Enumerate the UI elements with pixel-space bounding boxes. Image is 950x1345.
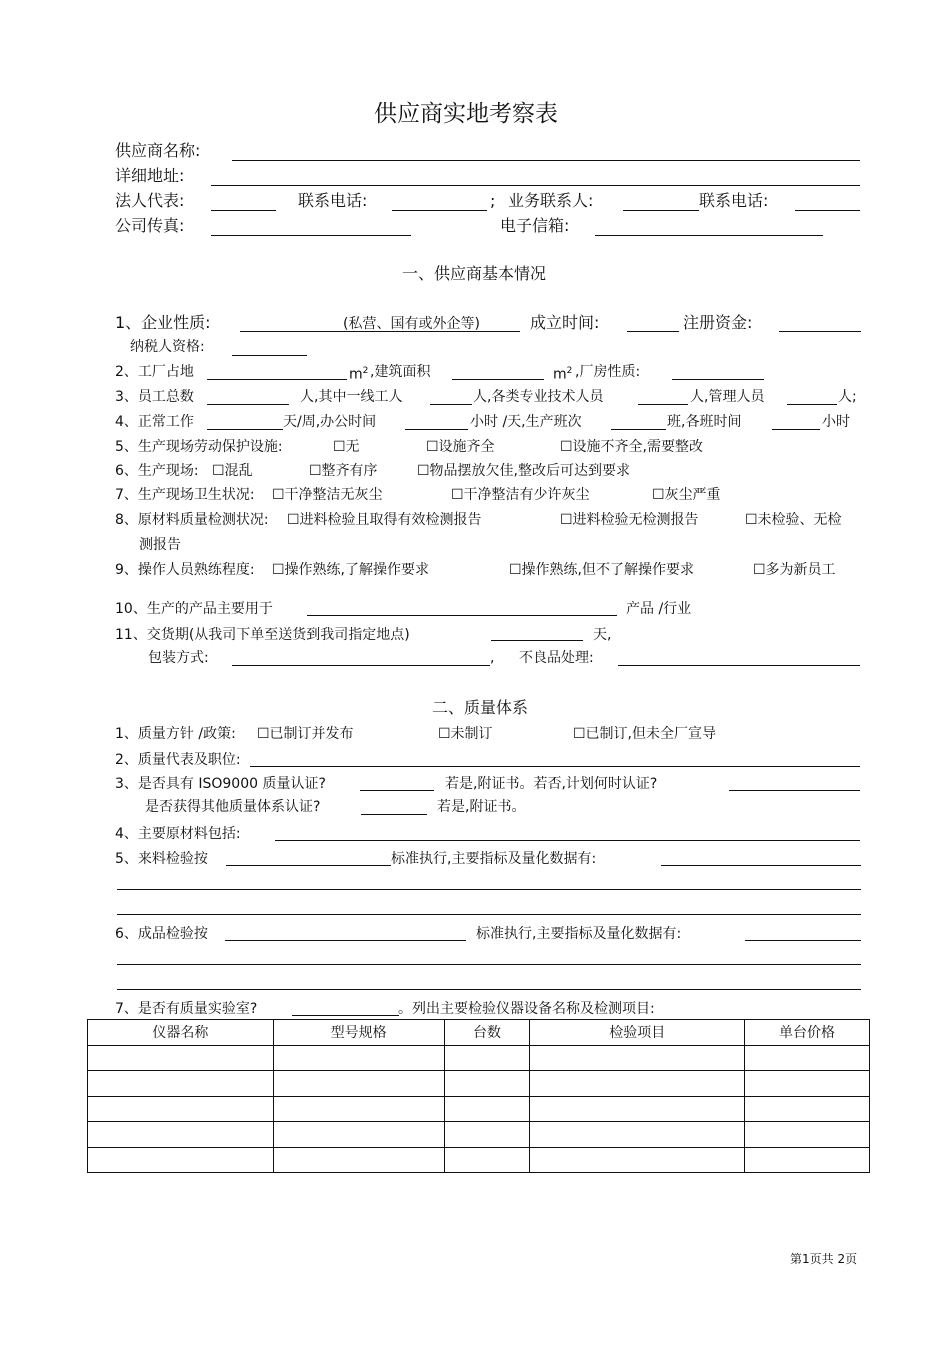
s1-q2-mid: ,建筑面积 (370, 364, 431, 380)
q5-option-incomplete[interactable]: ☐设施不齐全,需要整改 (560, 439, 704, 455)
unit-sup: 2 (362, 366, 369, 376)
manager-field[interactable] (787, 404, 837, 405)
office-hours-field[interactable] (405, 429, 468, 430)
col-header-instrument: 仪器名称 (88, 1020, 274, 1046)
workdays-field[interactable] (207, 429, 283, 430)
shift-hours-field[interactable] (772, 429, 820, 430)
table-cell[interactable] (88, 1096, 274, 1122)
col-header-price: 单台价格 (745, 1020, 870, 1046)
s2-q2-label: 2、质量代表及职位: (115, 752, 241, 768)
packaging-comma: , (490, 650, 495, 666)
table-row (88, 1147, 870, 1173)
section1-heading: 一、供应商基本情况 (402, 264, 547, 283)
incoming-data-field-2[interactable] (117, 889, 861, 890)
unit-m-2 (553, 362, 572, 384)
table-cell[interactable] (530, 1071, 745, 1097)
policy-option-not-promoted[interactable]: ☐已制订,但未全厂宣导 (573, 726, 717, 742)
packaging-field[interactable] (232, 665, 490, 666)
s2-q1-label: 1、质量方针 /政策: (115, 726, 236, 742)
delivery-days-field[interactable] (491, 640, 583, 641)
table-cell[interactable] (745, 1071, 870, 1097)
col-header-model: 型号规格 (273, 1020, 444, 1046)
staff-total-field[interactable] (207, 404, 289, 405)
table-row (88, 1096, 870, 1122)
s1-q7-label: 7、生产现场卫生状况: (115, 487, 255, 503)
page-title: 供应商实地考察表 (374, 101, 558, 127)
s2-q5-label: 5、来料检验按 (115, 851, 208, 867)
incoming-standard-field[interactable] (226, 865, 391, 866)
q8-option-no-report[interactable]: ☐进料检验无检测报告 (560, 512, 699, 528)
unit-m-text: m (553, 366, 567, 383)
materials-field[interactable] (275, 840, 860, 841)
table-header-row (88, 1020, 870, 1046)
table-row (88, 1071, 870, 1097)
tax-label: 纳税人资格: (130, 339, 205, 355)
q6-option-tidy[interactable]: ☐整齐有序 (309, 463, 378, 479)
table-cell[interactable] (530, 1096, 745, 1122)
quality-rep-field[interactable] (250, 766, 860, 767)
s2-q6-mid: 标准执行,主要指标及量化数据有: (476, 926, 682, 942)
legal-rep-label: 法人代表: (115, 191, 185, 210)
s1-q10-label: 10、生产的产品主要用于 (115, 601, 273, 617)
s1-q2-end: ,厂房性质: (575, 364, 641, 380)
s1-q4-c: 班,各班时间 (667, 414, 742, 430)
unit-m-1 (349, 362, 368, 384)
table-cell[interactable] (88, 1147, 274, 1173)
address-field[interactable] (211, 185, 860, 186)
table-cell[interactable] (745, 1096, 870, 1122)
table-cell[interactable] (88, 1071, 274, 1097)
defect-field[interactable] (618, 665, 860, 666)
final-standard-field[interactable] (225, 940, 466, 941)
unit-sup: 2 (566, 366, 573, 376)
table-cell[interactable] (444, 1071, 530, 1097)
table-cell[interactable] (273, 1071, 444, 1097)
phone1-field[interactable] (392, 210, 487, 211)
phone2-field[interactable] (795, 210, 860, 211)
table-cell[interactable] (273, 1096, 444, 1122)
col-header-test-item: 检验项目 (530, 1020, 745, 1046)
semicolon-text: ; (490, 191, 496, 210)
s1-q11-days: 天, (593, 627, 612, 643)
address-label: 详细地址: (115, 166, 185, 185)
s2-q7-label: 7、是否有质量实验室? (115, 1001, 258, 1017)
unit-m-text: m (349, 366, 363, 383)
s2-q3-b: 是否获得其他质量体系认证? (145, 799, 321, 815)
technician-field[interactable] (638, 404, 688, 405)
s1-q10-end: 产品 /行业 (626, 601, 692, 617)
s1-q4-a: 天/周,办公时间 (283, 414, 377, 430)
s2-q3-label: 3、是否具有 ISO9000 质量认证? (115, 776, 326, 792)
table-row (88, 1045, 870, 1071)
tax-field[interactable] (232, 355, 307, 356)
capital-field[interactable] (779, 331, 861, 332)
s2-q6-label: 6、成品检验按 (115, 926, 208, 942)
s1-q4-d: 小时 (822, 414, 850, 430)
q6-option-messy[interactable]: ☐混乱 (212, 463, 253, 479)
s2-q4-label: 4、主要原材料包括: (115, 826, 241, 842)
s1-q9-label: 9、操作人员熟练程度: (115, 562, 255, 578)
q9-option-skilled-unaware[interactable]: ☐操作熟练,但不了解操作要求 (509, 562, 695, 578)
s1-q3-c: 人,管理人员 (690, 389, 765, 405)
phone1-label: 联系电话: (298, 191, 368, 210)
defect-label: 不良品处理: (519, 650, 594, 666)
table-cell[interactable] (444, 1045, 530, 1071)
incoming-data-field-1[interactable] (661, 865, 861, 866)
table-cell[interactable] (745, 1122, 870, 1148)
table-cell[interactable] (273, 1147, 444, 1173)
other-cert-field[interactable] (361, 814, 427, 815)
table-cell[interactable] (88, 1045, 274, 1071)
s1-q8-label: 8、原材料质量检测状况: (115, 512, 269, 528)
packaging-label: 包装方式: (148, 650, 209, 666)
q7-option-clean[interactable]: ☐干净整洁无灰尘 (272, 487, 383, 503)
frontline-field[interactable] (430, 404, 472, 405)
cert-plan-field[interactable] (729, 790, 860, 791)
policy-option-published[interactable]: ☐已制订并发布 (257, 726, 354, 742)
supplier-name-field[interactable] (232, 160, 860, 161)
table-cell[interactable] (530, 1045, 745, 1071)
s2-q7-end: 。列出主要检验仪器设备名称及检测项目: (398, 1001, 655, 1017)
s2-q3-mid: 若是,附证书。若否,计划何时认证? (445, 776, 658, 792)
land-area-field[interactable] (207, 379, 347, 380)
s1-q6-label: 6、生产现场: (115, 463, 199, 479)
q8-wrap-text: 测报告 (139, 537, 181, 553)
supplier-name-label: 供应商名称: (115, 141, 201, 160)
s1-q1-label: 1、企业性质: (115, 313, 211, 332)
fax-label: 公司传真: (115, 216, 185, 235)
email-field[interactable] (595, 235, 823, 236)
equipment-table (87, 1019, 870, 1173)
legal-rep-field[interactable] (211, 210, 276, 211)
q5-option-none[interactable]: ☐无 (333, 439, 360, 455)
s1-q3-b: 人,各类专业技术人员 (473, 389, 604, 405)
s1-q5-label: 5、生产现场劳动保护设施: (115, 439, 283, 455)
table-cell[interactable] (444, 1122, 530, 1148)
table-cell[interactable] (745, 1045, 870, 1071)
incoming-data-field-3[interactable] (117, 914, 861, 915)
q8-option-unchecked[interactable]: ☐未检验、无检 (745, 512, 842, 528)
q7-option-slight-dust[interactable]: ☐干净整洁有少许灰尘 (451, 487, 590, 503)
s2-q3-b-end: 若是,附证书。 (437, 799, 526, 815)
q6-option-fixable[interactable]: ☐物品摆放欠佳,整改后可达到要求 (417, 463, 631, 479)
s2-q5-mid: 标准执行,主要指标及量化数据有: (391, 851, 597, 867)
s1-q11-label: 11、交货期(从我司下单至送货到我司指定地点) (115, 627, 410, 643)
table-cell[interactable] (530, 1147, 745, 1173)
s1-q2-label: 2、工厂占地 (115, 364, 194, 380)
q9-option-new[interactable]: ☐多为新员工 (753, 562, 836, 578)
plant-type-field[interactable] (672, 379, 764, 380)
s1-q3-a: 人,其中一线工人 (300, 389, 403, 405)
final-data-field-2[interactable] (117, 964, 861, 965)
col-header-quantity: 台数 (444, 1020, 530, 1046)
phone2-label: 联系电话: (699, 191, 769, 210)
table-cell[interactable] (273, 1122, 444, 1148)
founded-field[interactable] (627, 331, 679, 332)
q8-option-with-report[interactable]: ☐进料检验且取得有效检测报告 (287, 512, 482, 528)
table-cell[interactable] (273, 1045, 444, 1071)
s1-q4-label: 4、正常工作 (115, 414, 194, 430)
q7-option-dusty[interactable]: ☐灰尘严重 (652, 487, 721, 503)
policy-option-none[interactable]: ☐未制订 (438, 726, 493, 742)
page-footer: 第1页共 2页 (790, 1252, 858, 1266)
final-data-field-1[interactable] (745, 940, 861, 941)
table-cell[interactable] (88, 1122, 274, 1148)
email-label: 电子信箱: (500, 216, 570, 235)
s1-q4-b: 小时 /天,生产班次 (470, 414, 582, 430)
biz-contact-label: 业务联系人: (508, 191, 594, 210)
enterprise-type-hint: (私营、国有或外企等) (343, 316, 480, 332)
q9-option-skilled[interactable]: ☐操作熟练,了解操作要求 (272, 562, 430, 578)
table-cell[interactable] (444, 1096, 530, 1122)
table-cell[interactable] (444, 1147, 530, 1173)
building-area-field[interactable] (452, 379, 544, 380)
biz-contact-field[interactable] (623, 210, 699, 211)
lab-field[interactable] (292, 1015, 399, 1016)
iso-field[interactable] (360, 790, 434, 791)
shifts-field[interactable] (611, 429, 666, 430)
s1-q3-label: 3、员工总数 (115, 389, 194, 405)
final-data-field-3[interactable] (117, 989, 861, 990)
table-cell[interactable] (530, 1122, 745, 1148)
table-cell[interactable] (745, 1147, 870, 1173)
fax-field[interactable] (211, 235, 411, 236)
q5-option-complete[interactable]: ☐设施齐全 (426, 439, 495, 455)
product-usage-field[interactable] (307, 615, 617, 616)
section2-heading: 二、质量体系 (432, 698, 529, 717)
capital-label: 注册资金: (683, 313, 753, 332)
s1-q3-d: 人; (838, 389, 857, 405)
table-row (88, 1122, 870, 1148)
founded-label: 成立时间: (530, 313, 600, 332)
